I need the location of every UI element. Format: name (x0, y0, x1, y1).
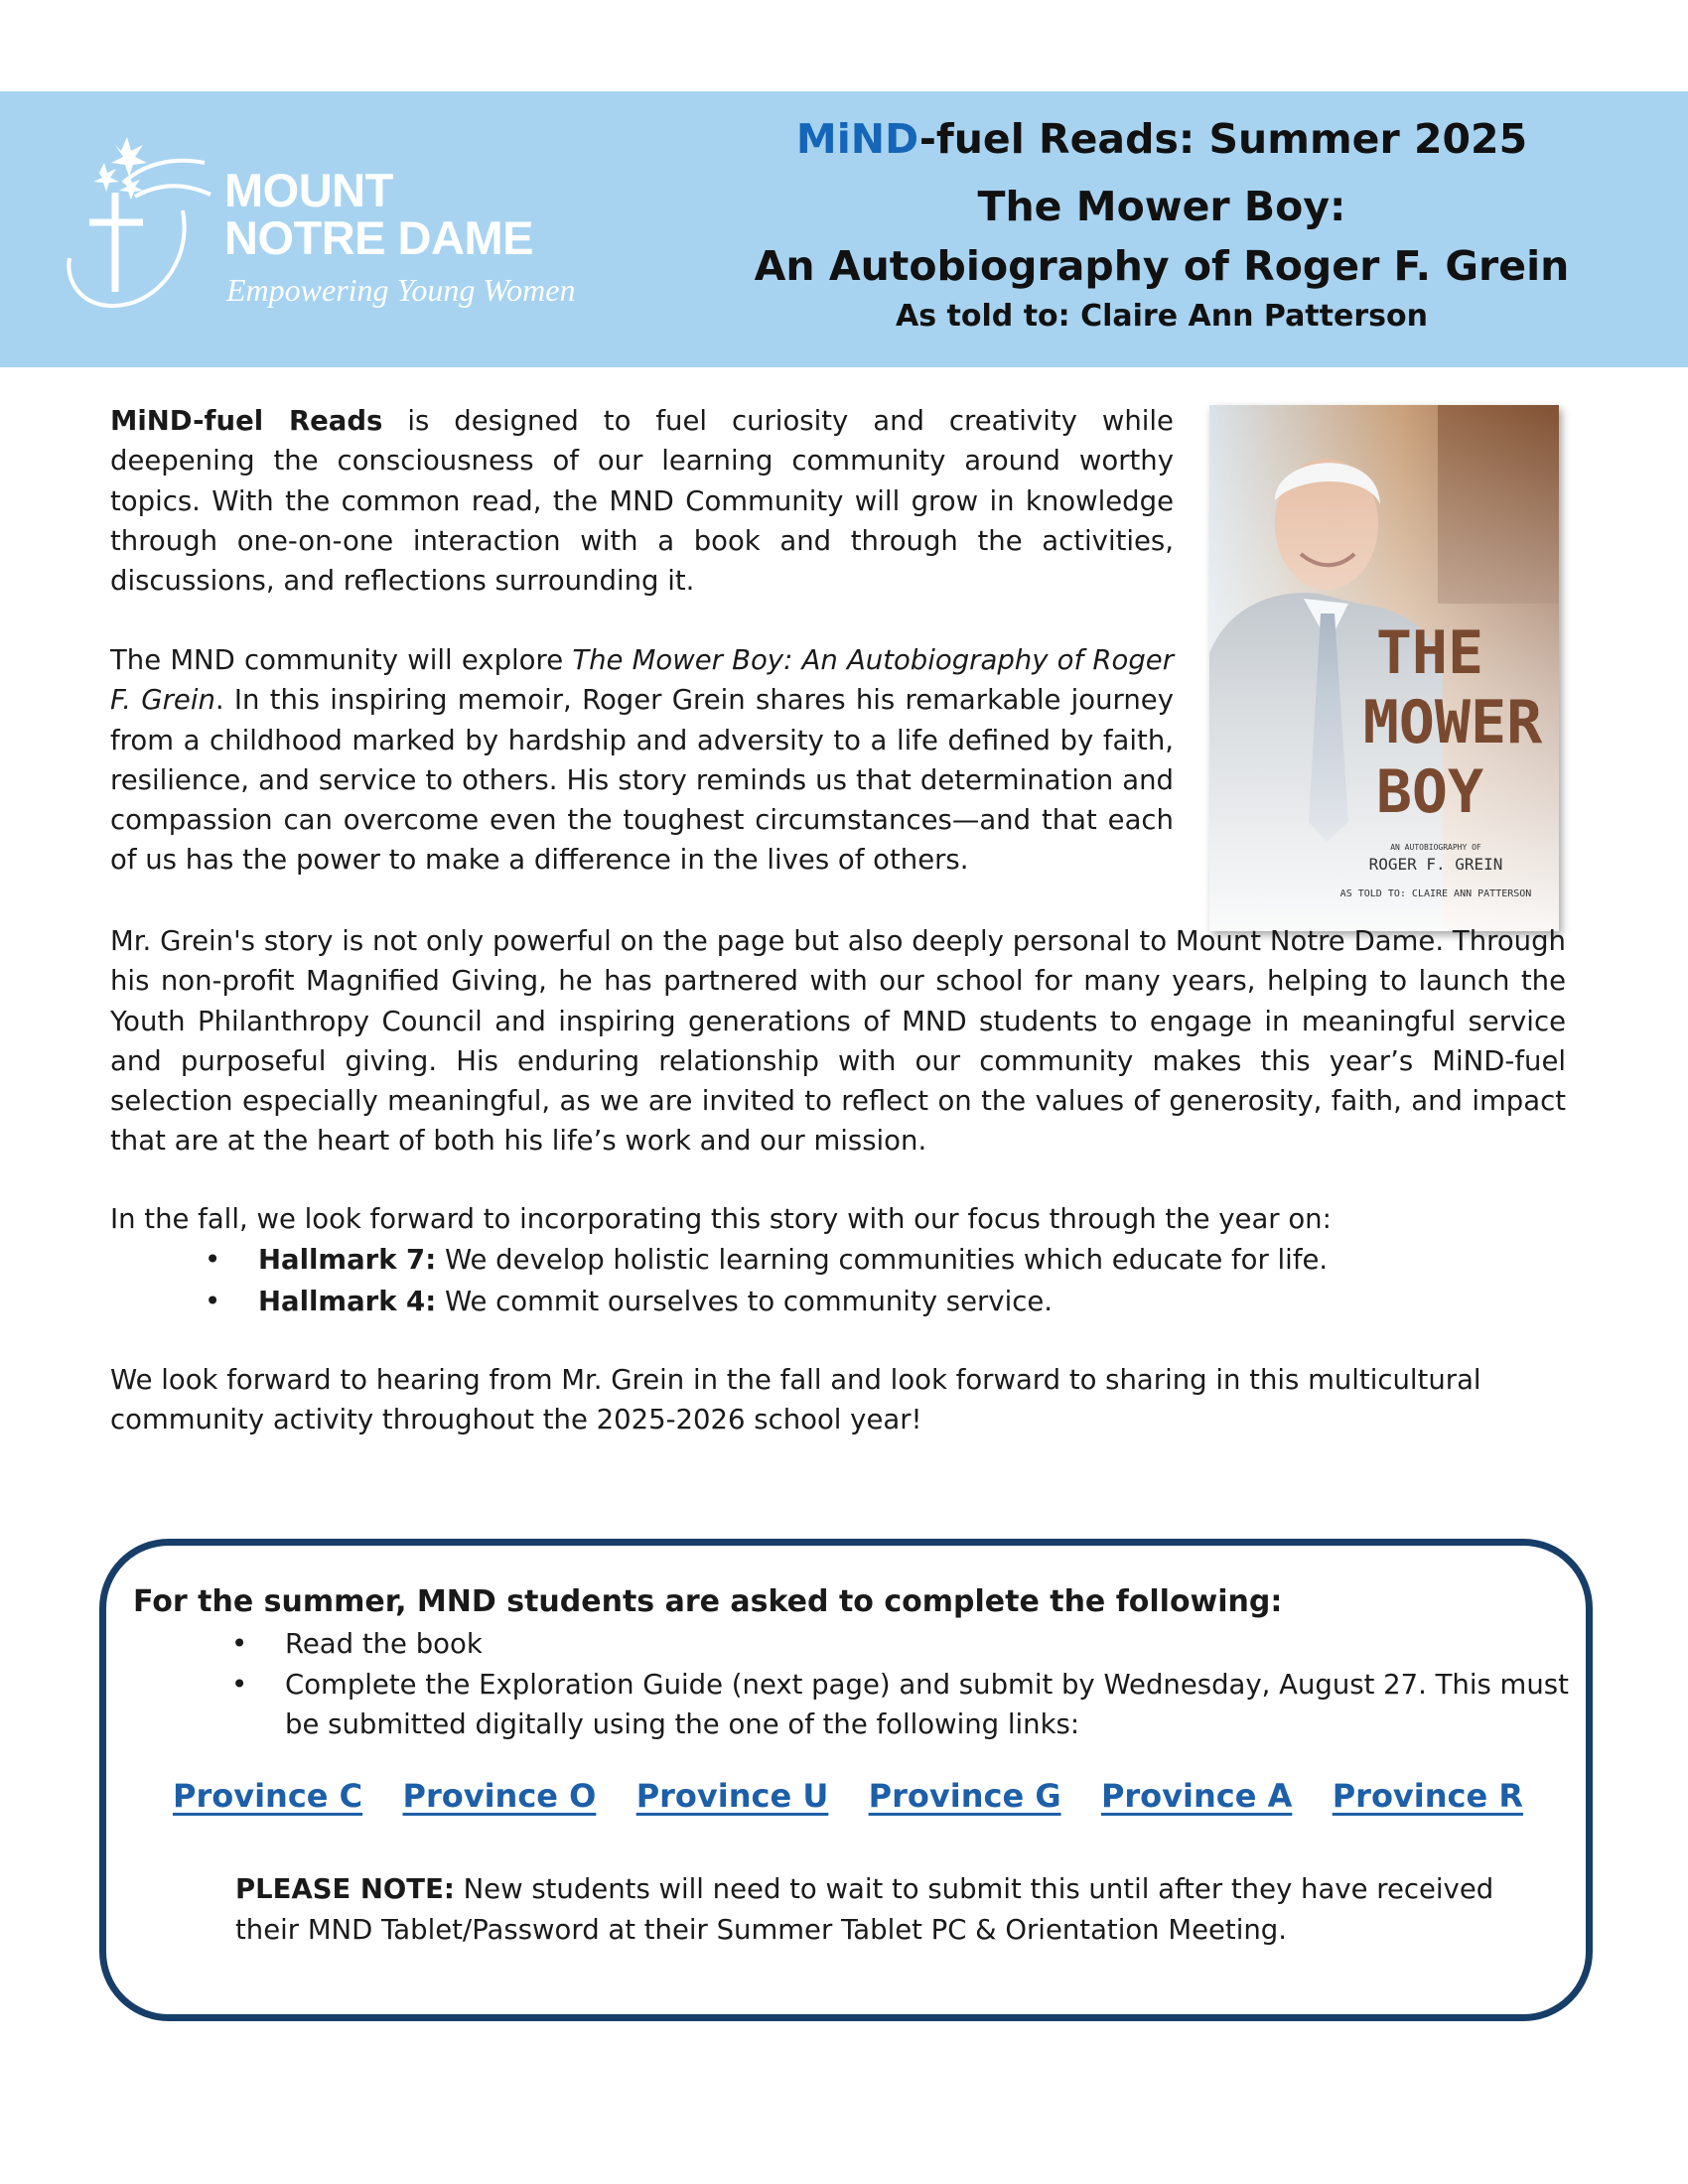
hallmark-text: We develop holistic learning communities which educate for life. (436, 1244, 1329, 1276)
header-title-block (685, 113, 1638, 338)
explore-after: . In this inspiring memoir, Roger Grein shares his remarkable journey from a childhood marked by hardship and adversity to a life defined by faith, resilience, and service to others. His story reminds us that determination and compassion can overcome even the toughest circumstances—and that each of us has the power to make a difference in the lives of others. (110, 684, 1174, 877)
cover-subtitle: AN AUTOBIOGRAPHY OF (1390, 843, 1481, 852)
list-item (231, 1624, 1586, 1665)
cover-told-to: AS TOLD TO: CLAIRE ANN PATTERSON (1339, 888, 1532, 899)
logo-line-2: NOTRE DAME (224, 211, 533, 264)
summer-task-list (231, 1624, 1586, 1745)
as-told-to: As told to: Claire Ann Patterson (896, 299, 1428, 334)
summer-heading: For the summer, MND students are asked to complete the following: (133, 1584, 1283, 1619)
province-g-link[interactable]: Province G (868, 1777, 1061, 1815)
intro-paragraph (110, 401, 1174, 601)
list-item (205, 1281, 1328, 1322)
brand-mind-text: MiND (795, 115, 919, 163)
list-item (231, 1665, 1586, 1745)
page-title (685, 113, 1638, 165)
cover-title-line-2: MOWER (1362, 688, 1543, 757)
bullet-icon: • (205, 1244, 221, 1276)
explore-paragraph (110, 640, 1174, 881)
cover-author: ROGER F. GREIN (1368, 855, 1503, 874)
note-label: PLEASE NOTE: (235, 1873, 455, 1905)
task-text: Complete the Exploration Guide (next page) and submit by Wednesday, August 27. This must be submitted digitally using the one of the following links: (285, 1668, 1569, 1740)
province-o-link[interactable]: Province O (402, 1777, 597, 1815)
hallmark-list (205, 1239, 1328, 1322)
bullet-icon: • (205, 1286, 221, 1317)
explore-book-title: The Mower Boy: An Autobiography of Roger F. Grein (110, 644, 1174, 717)
province-a-link[interactable]: Province A (1100, 1777, 1293, 1815)
province-r-link[interactable]: Province R (1332, 1777, 1523, 1815)
book-cover-image (1209, 405, 1559, 931)
bullet-icon: • (231, 1628, 248, 1660)
grein-paragraph: Mr. Grein's story is not only powerful on the page but also deeply personal to Mount Notre Dame. Through his non-profit Magnified Giving, he has partnered with our school for many years, helping to launch the Youth Philanthropy Council and inspiring generations of MND students to engage in meaningful service and purposeful giving. His enduring relationship with our community makes this year’s MiND-fuel selection especially meaningful, as we are invited to reflect on the values of generosity, faith, and impact that are at the heart of both his life’s work and our mission. (110, 925, 1566, 1158)
list-item (205, 1239, 1328, 1281)
note-text: New students will need to wait to submit this until after they have received their MND Tablet/Password at their Summer Tablet PC & Orientation Meeting. (235, 1873, 1494, 1946)
task-text: Read the book (285, 1628, 483, 1660)
book-title-line-1: The Mower Boy: (977, 183, 1346, 230)
logo-line-1: MOUNT (224, 164, 393, 216)
province-u-link[interactable]: Province U (635, 1777, 829, 1815)
intro-text: is designed to fuel curiosity and creativity while deepening the consciousness of our learning community around worthy topics. With the common read, the MND Community will grow in knowledge through one-on-one interaction with a book and through the activities, discussions, and reflections surrounding it. (110, 405, 1174, 598)
province-c-link[interactable]: Province C (173, 1777, 363, 1815)
cover-title-line-1: THE (1375, 618, 1484, 688)
header-banner (0, 91, 1688, 367)
page-title-rest: -fuel Reads: Summer 2025 (918, 115, 1528, 163)
hallmark-label: Hallmark 7: (258, 1244, 437, 1276)
cross-lily-logo-icon (66, 123, 224, 322)
cover-title-line-3: BOY (1375, 757, 1484, 827)
logo-tagline: Empowering Young Women (226, 272, 576, 308)
bullet-icon: • (231, 1668, 248, 1701)
hallmark-text: We commit ourselves to community service. (436, 1286, 1053, 1317)
book-title-line-2: An Autobiography of Roger F. Grein (754, 242, 1570, 290)
school-logo (66, 123, 602, 322)
fall-intro: In the fall, we look forward to incorporating this story with our focus through the year on: (110, 1203, 1332, 1235)
hallmark-label: Hallmark 4: (258, 1286, 437, 1317)
closing-paragraph: We look forward to hearing from Mr. Grein in the fall and look forward to sharing in this multicultural community activity throughout the 2025-2026 school year! (110, 1364, 1481, 1436)
intro-lead: MiND-fuel Reads (110, 405, 383, 437)
please-note (235, 1869, 1546, 1950)
explore-before: The MND community will explore (110, 644, 573, 676)
logo-wordmark (224, 164, 533, 264)
book-cover-art (1209, 405, 1559, 931)
province-links (173, 1777, 1523, 1827)
